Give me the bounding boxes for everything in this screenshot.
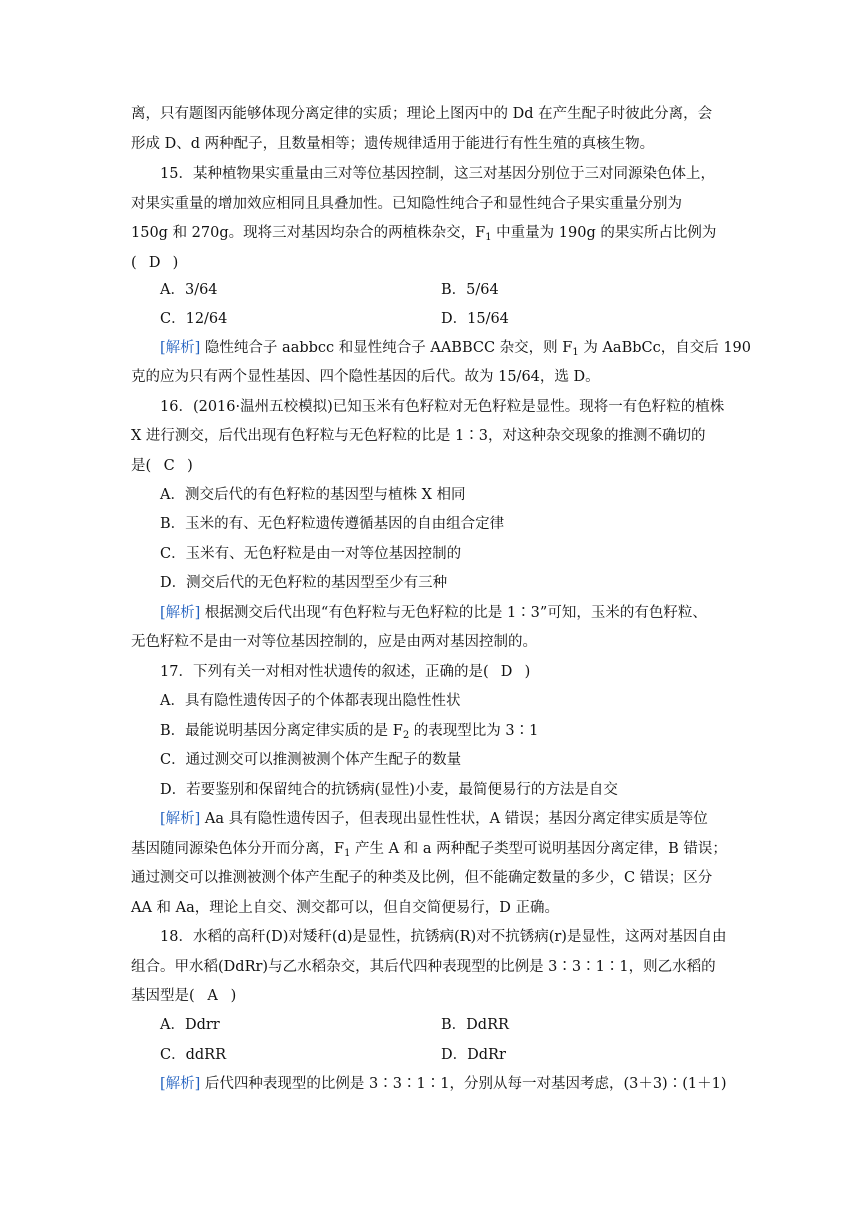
option-b: B．玉米的有、无色籽粒遗传遵循基因的自由组合定律	[160, 516, 505, 532]
answer-letter: A	[207, 988, 218, 1004]
analysis-16: [解析] 根据测交后代出现“有色籽粒与无色籽粒的比是 1∶3”可知，玉米的有色籽粒、	[160, 605, 707, 621]
question-15-text: 15．某种植物果实重量由三对等位基因控制，这三对基因分别位于三对同源染色体上，	[160, 166, 715, 182]
analysis-tag: [解析]	[160, 811, 201, 827]
option-d: D．测交后代的无色籽粒的基因型至少有三种	[160, 575, 448, 591]
option-a: A．具有隐性遗传因子的个体都表现出隐性性状	[160, 693, 461, 709]
option-c: C．ddRR	[160, 1047, 226, 1063]
text-line: 150g 和 270g。现将三对基因均杂合的两植株杂交，$F_1$ 中重量为 190g 的果实所占比例为	[131, 225, 717, 243]
text-line: AA 和 Aa，理论上自交、测交都可以，但自交简便易行，D 正确。	[131, 900, 560, 916]
analysis-15: [解析] 隐性纯合子 aabbcc 和显性纯合子 AABBCC 杂交，则 $F_1$ 为 AaBbCc，自交后 190	[160, 340, 752, 358]
option-b: B．最能说明基因分离定律实质的是 $F_2$ 的表现型比为 3∶1	[160, 723, 539, 741]
answer-letter: D	[500, 664, 513, 680]
answer-letter: D	[148, 255, 161, 271]
text-line: 基因随同源染色体分开而分离，$F_1$ 产生 A 和 a 两种配子类型可说明基因分离定律，B 错误；	[131, 841, 727, 859]
text-line: 通过测交可以推测被测个体产生配子的种类及比例，但不能确定数量的多少，C 错误；区分	[131, 870, 713, 886]
text-line: 对果实重量的增加效应相同且具叠加性。已知隐性纯合子和显性纯合子果实重量分别为	[131, 196, 682, 212]
question-17-text: 17．下列有关一对相对性状遗传的叙述，正确的是( D )	[160, 664, 531, 680]
text-line: 离，只有题图丙能够体现分离定律的实质；理论上图丙中的 Dd 在产生配子时彼此分离，会	[131, 106, 713, 122]
option-c: C．通过测交可以推测被测个体产生配子的数量	[160, 752, 462, 768]
question-18-text: 18．水稻的高秆(D)对矮秆(d)是显性，抗锈病(R)对不抗锈病(r)是显性，这两对基因自由	[160, 929, 727, 945]
analysis-tag: [解析]	[160, 340, 201, 356]
answer-letter: C	[163, 458, 175, 474]
option-a: A．测交后代的有色籽粒的基因型与植株 X 相同	[160, 487, 466, 503]
analysis-18: [解析] 后代四种表现型的比例是 3∶3∶1∶1，分别从每一对基因考虑，(3＋3)∶(1＋1)	[160, 1076, 727, 1092]
text-line: 形成 D、d 两种配子，且数量相等；遗传规律适用于能进行有性生殖的真核生物。	[131, 136, 655, 152]
option-a: A．3/64	[160, 282, 218, 298]
option-c: C．玉米有、无色籽粒是由一对等位基因控制的	[160, 546, 462, 562]
analysis-tag: [解析]	[160, 605, 201, 621]
option-b: B．5/64	[441, 282, 499, 298]
text-line: 无色籽粒不是由一对等位基因控制的，应是由两对基因控制的。	[131, 634, 537, 650]
option-d: D．DdRr	[441, 1047, 506, 1063]
analysis-tag: [解析]	[160, 1076, 201, 1092]
option-d: D．若要鉴别和保留纯合的抗锈病(显性)小麦，最简便易行的方法是自交	[160, 782, 618, 798]
question-18-answer-line: 基因型是( A )	[131, 988, 237, 1004]
analysis-17: [解析] Aa 具有隐性遗传因子，但表现出显性性状，A 错误；基因分离定律实质是等位	[160, 811, 708, 827]
option-d: D．15/64	[441, 311, 509, 327]
text-line: X 进行测交，后代出现有色籽粒与无色籽粒的比是 1∶3，对这种杂交现象的推测不确切的	[131, 428, 706, 444]
option-a: A．Ddrr	[160, 1017, 220, 1033]
text-line: 克的应为只有两个显性基因、四个隐性基因的后代。故为 15/64，选 D。	[131, 369, 600, 385]
text-line: 组合。甲水稻(DdRr)与乙水稻杂交，其后代四种表现型的比例是 3∶3∶1∶1，则乙水稻的	[131, 959, 716, 975]
option-c: C．12/64	[160, 311, 228, 327]
option-b: B．DdRR	[441, 1017, 509, 1033]
question-15-answer-line: ( D )	[131, 255, 179, 271]
question-16-answer-line: 是( C )	[131, 458, 193, 474]
question-16-text: 16．(2016·温州五校模拟)已知玉米有色籽粒对无色籽粒是显性。现将一有色籽粒的植株	[160, 399, 725, 415]
